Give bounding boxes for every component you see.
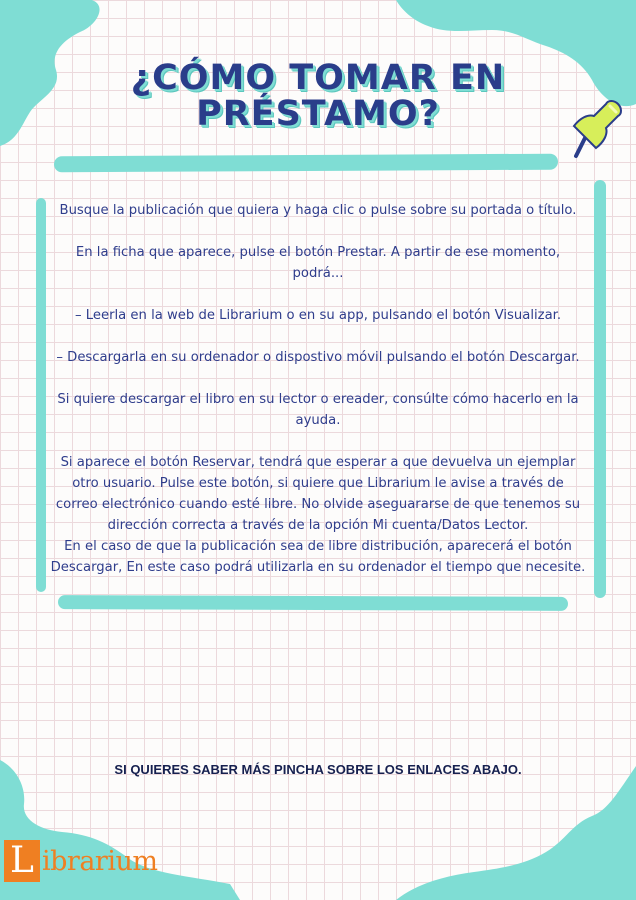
logo-wordmark: ibrarium	[42, 845, 158, 877]
links-note: SI QUIERES SABER MÁS PINCHA SOBRE LOS ENLACES ABAJO.	[114, 762, 522, 777]
corner-blob-bottom-right	[396, 760, 636, 900]
brush-stripe-bottom	[58, 595, 568, 611]
paragraph-7: En el caso de que la publicación sea de libre distribución, aparecerá el botón Descargar, En este caso podrá utilizarla en su ordenador el tiempo que necesite.	[50, 539, 586, 575]
librarium-logo	[4, 840, 157, 882]
brush-stripe-top	[54, 154, 558, 173]
brush-stripe-left	[36, 198, 46, 592]
instructions-text	[50, 200, 586, 578]
paragraph-3: – Leerla en la web de Librarium o en su app, pulsando el botón Visualizar.	[74, 308, 562, 323]
page-title	[0, 60, 636, 132]
title-line-2: PRÉSTAMO?	[196, 94, 440, 134]
paragraph-6: Si aparece el botón Reservar, tendrá que esperar a que devuelva un ejemplar otro usuario. Pulse este botón, si quiere que Librarium le avise a través de correo electrónico cuando esté libre. No olvide aseguararse de que tenemos su dirección correcta a través de la opción Mi cuenta/Datos Lector.	[55, 455, 581, 533]
logo-initial: L	[4, 840, 40, 882]
paragraph-5: Si quiere descargar el libro en su lector o ereader, consúlte cómo hacerlo en la ayuda.	[57, 392, 579, 428]
paragraph-4: – Descargarla en su ordenador o dispostivo móvil pulsando el botón Descargar.	[56, 350, 580, 365]
paragraph-1: Busque la publicación que quiera y haga clic o pulse sobre su portada o título.	[59, 203, 577, 218]
title-line-1: ¿CÓMO TOMAR EN	[130, 58, 506, 98]
brush-stripe-right	[594, 180, 606, 598]
pushpin-icon	[566, 96, 626, 162]
paragraph-2: En la ficha que aparece, pulse el botón Prestar. A partir de ese momento, podrá...	[75, 245, 561, 281]
